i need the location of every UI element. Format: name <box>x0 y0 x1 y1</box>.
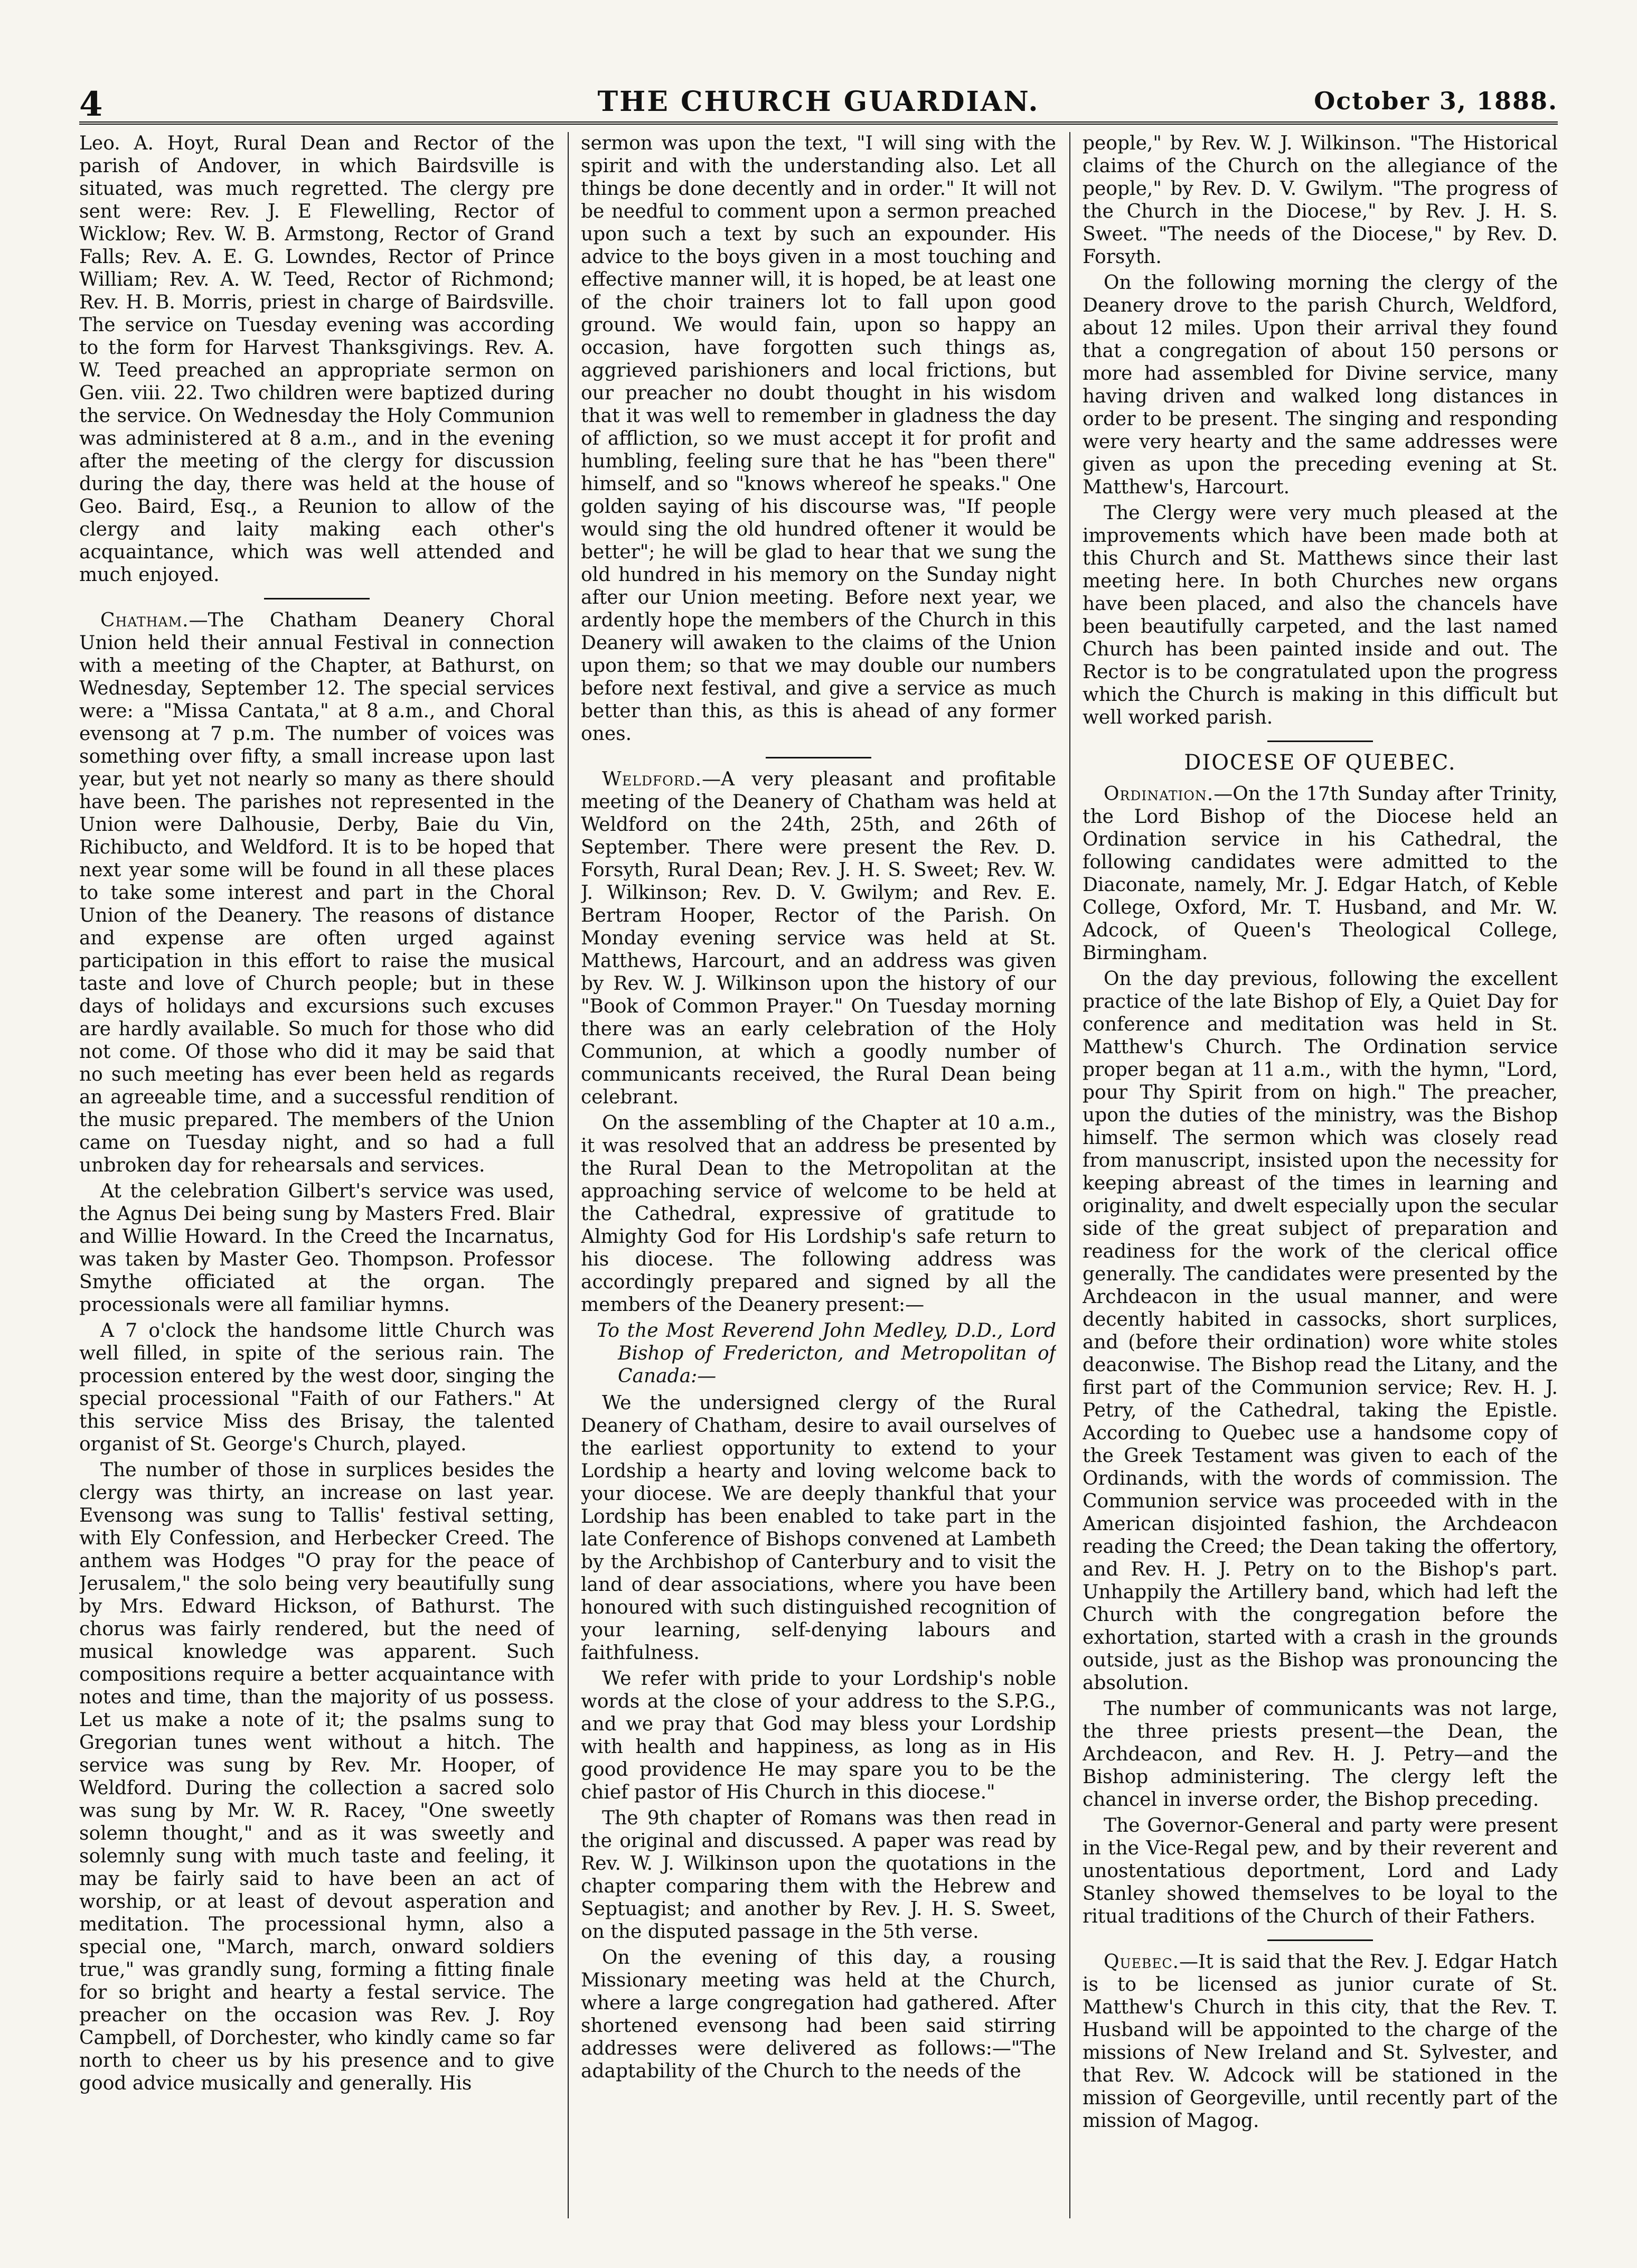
weldford-paragraph <box>581 768 1056 1109</box>
issue-date: October 3, 1888. <box>1314 87 1558 115</box>
addresses-continued: people," by Rev. W. J. Wilkinson. "The Historical claims of the Church on the allegiance of the people," by Rev. D. V. Gwilym. "The progress of the Church in the Diocese," by Rev. J. H. S. Sweet. "The needs of the Diocese," by Rev. D. Forsyth. <box>1083 133 1558 268</box>
celebration-paragraph: At the celebration Gilbert's service was used, the Agnus Dei being sung by Masters Fred. Blair and Willie Howard. In the Creed the Incarnatus, was taken by Master Geo. Thompson. Professor Smythe officiated at the organ. The processionals were all familiar hymns. <box>79 1180 554 1316</box>
address-salutation: To the Most Reverend John Medley, D.D., Lord Bishop of Fredericton, and Metropolitan of Canada:— <box>597 1320 1056 1387</box>
address-body-1: We the undersigned clergy of the Rural Deanery of Chatham, desire to avail ourselves of the earliest opportunity to extend to your Lordship a hearty and loving welcome back to your diocese. We are deeply thankful that your Lordship has been enabled to take part in the late Conference of Bishops convened at Lambeth by the Archbishop of Canterbury and to visit the land of dear associations, where you have been honoured with such distinguished recognition of your learning, self-denying labours and faithfulness. <box>581 1392 1056 1664</box>
chatham-heading: Chatham. <box>100 610 189 631</box>
masthead-title: THE CHURCH GUARDIAN. <box>597 86 1040 118</box>
romans-paragraph: The 9th chapter of Romans was then read in the original and discussed. A paper was read by Rev. W. J. Wilkinson upon the quotations in the chapter comparing them with the Hebrew and Septuagist; and another by Rev. J. H. S. Sweet, on the disputed passage in the 5th verse. <box>581 1807 1056 1943</box>
quebec-heading: Quebec. <box>1104 1951 1180 1973</box>
address-body-2: We refer with pride to your Lordship's noble words at the close of your address to the S.P.G., and we pray that God may bless your Lordship with health and happiness, as long as in His good providence He may spare you to be the chief pastor of His Church in this diocese." <box>581 1668 1056 1803</box>
improvements-paragraph: The Clergy were very much pleased at the improvements which have been made both at this Church and St. Matthews since their last meeting here. In both Churches new organs have been placed, and also the chancels have been beautifully carpeted, and the last named Church has been painted inside and out. The Rector is to be congratulated upon the progress which the Church is making in this difficult but well worked parish. <box>1083 502 1558 728</box>
ordination-heading: Ordination. <box>1104 783 1214 805</box>
article-separator <box>766 757 871 758</box>
governor-general-paragraph: The Governor-General and party were present in the Vice-Regal pew, and by their reverent and unostentatious deportment, Lord and Lady Stanley showed themselves to be loyal to the ritual traditions of the Church of their Fathers. <box>1083 1815 1558 1927</box>
weldford-heading: Weldford. <box>602 769 702 790</box>
article-separator <box>264 598 370 599</box>
diocese-heading: DIOCESE OF QUEBEC. <box>1184 751 1456 775</box>
quebec-paragraph <box>1083 1951 1558 2132</box>
evening-service-paragraph: A 7 o'clock the handsome little Church was well filled, in spite of the serious rain. The procession entered by the west door, singing the special processional "Faith of our Fathers." At this service Miss des Brisay, the talented organist of St. George's Church, played. <box>79 1320 554 1455</box>
page-number: 4 <box>79 85 103 124</box>
chatham-text: —The Chatham Deanery Choral Union held their annual Festival in connection with a meeting of the Chapter, at Bathurst, on Wednesday, September 12. The special services were: a "Missa Cantata," at 8 a.m., and Choral evensong at 7 p.m. The number of voices was something over fifty, a small increase upon last year, but yet not nearly so many as there should have been. The parishes not represented in the Union were Dalhousie, Derby, Baie du Vin, Richibucto, and Weldford. It is to be hoped that next year some will be found in all these places to take some interest and part in the Choral Union of the Deanery. The reasons of distance and expense are often urged against participation in this effort to raise the musical taste and love of Church people; but in these days of holidays and excursions such excuses are hardly available. So much for those who did not come. Of those who did it may be said that no such meeting has ever been held as regards an agreeable time, and a successful rendition of the music prepared. The members of the Union came on Tuesday night, and so had a full unbroken day for rehearsals and services. <box>79 610 554 1176</box>
bairdsville-continued: Leo. A. Hoyt, Rural Dean and Rector of the parish of Andover, in which Bairdsville is situated, was much regretted. The clergy pre sent were: Rev. J. E Flewelling, Rector of Wicklow; Rev. W. B. Armstong, Rector of Grand Falls; Rev. A. E. G. Lowndes, Rector of Prince William; Rev. A. W. Teed, Rector of Richmond; Rev. H. B. Morris, priest in charge of Bairdsville. The service on Tuesday evening was according to the form for Harvest Thanksgivings. Rev. A. W. Teed preached an appropriate sermon on Gen. viii. 22. Two children were baptized during the service. On Wednesday the Holy Communion was administered at 8 a.m., and in the evening after the meeting of the clergy for discussion during the day, there was held at the house of Geo. Baird, Esq., a Reunion to allow of the clergy and laity making each other's acquaintance, which was well attended and much enjoyed. <box>79 133 554 586</box>
ordination-text: —On the 17th Sunday after Trinity, the Lord Bishop of the Diocese held an Ordination service in his Cathedral, the following candidates were admitted to the Diaconate, namely, Mr. J. Edgar Hatch, of Keble College, Oxford, Mr. T. Husband, and Mr. W. Adcock, of Queen's Theological College, Birmingham. <box>1083 783 1558 964</box>
article-separator <box>1267 741 1373 742</box>
ordination-paragraph <box>1083 783 1558 964</box>
weldford-church-paragraph: On the following morning the clergy of the Deanery drove to the parish Church, Weldford, about 12 miles. Upon their arrival they found that a congregation of about 150 persons or more had assembled for Divine service, many having driven and walked long distances in order to be present. The singing and responding were very hearty and the same addresses were given as upon the preceding evening at St. Matthew's, Harcourt. <box>1083 272 1558 498</box>
weldford-text: —A very pleasant and profitable meeting of the Deanery of Chatham was held at Weldford on the 24th, 25th, and 26th of September. There were present the Rev. D. Forsyth, Rural Dean; Rev. J. H. S. Sweet; Rev. W. J. Wilkinson; Rev. D. V. Gwilym; and Rev. E. Bertram Hooper, Rector of the Parish. On Monday evening service was held at St. Matthews, Harcourt, and an address was given by Rev. W. J. Wilkinson upon the history of our "Book of Common Prayer." On Tuesday morning there was an early celebration of the Holy Communion, at which a goodly number of communicants received, the Rural Dean being celebrant. <box>581 769 1056 1108</box>
column-2 <box>581 132 1056 2218</box>
quiet-day-paragraph: On the day previous, following the excellent practice of the late Bishop of Ely, a Quiet Day for conference and meditation was held in St. Matthew's Church. The Ordination service proper began at 11 a.m., with the hymn, "Lord, pour Thy Spirit from on high." The preacher, upon the duties of the ministry, was the Bishop himself. The sermon which was closely read from manuscript, insisted upon the necessity for keeping abreast of the times in learning and originality, and dwelt especially upon the secular side of the great subject of preparation and readiness for the work of the clerical office generally. The candidates were presented by the Archdeacon in the usual manner, and were decently habited in cassocks, short surplices, and (before their ordination) wore white stoles deaconwise. The Bishop read the Litany, and the first part of the Communion service; Rev. H. J. Petry, of the Cathedral, taking the Epistle. According to Quebec use a handsome copy of the Greek Testament was given to each of the Ordinands, with the words of commission. The Communion service was proceeded with in the American disjointed fashion, the Archdeacon reading the Creed; the Dean taking the offertory, and Rev. H. J. Petry on to the Bishop's part. Unhappily the Artillery band, which had left the Church with the congregation before the exhortation, started with a crash in the grounds outside, just as the Bishop was pronouncing the absolution. <box>1083 968 1558 1694</box>
column-rule-1 <box>568 132 569 2218</box>
communicants-paragraph: The number of communicants was not large, the three priests present—the Dean, the Archdeacon, and Rev. H. J. Petry—and the Bishop administering. The clergy left the chancel in inverse order, the Bishop preceding. <box>1083 1698 1558 1811</box>
column-rule-2 <box>1069 132 1070 2218</box>
chatham-paragraph <box>79 609 554 1177</box>
page-header <box>79 79 1558 125</box>
sermon-continued: sermon was upon the text, "I will sing with the spirit and with the understanding also. Let all things be done decently and in order." It will not be needful to comment upon a sermon preached upon such a text by such an expounder. His advice to the boys given in a most touching and effective manner will, it is hoped, be at least one of the choir trainers lot to fall upon good ground. We would fain, upon so happy an occasion, have forgotten such things as, aggrieved parishioners and local frictions, but our preacher no doubt thought in his wisdom that it was well to remember in gladness the day of affliction, so we must accept it for profit and humbling, feeling sure that he has "been there" himself, and so "knows whereof he speaks." One golden saying of his discourse was, "If people would sing the old hundred oftener it would be better"; he will be glad to hear that we sung the old hundred in his memory on the Sunday night after our Union meeting. Before next year, we ardently hope the members of the Church in this Deanery will awaken to the claims of the Union upon them; so that we may double our numbers before next festival, and give a service as much better than this, as this is ahead of any former ones. <box>581 133 1056 745</box>
column-1 <box>79 132 554 2218</box>
missionary-meeting-paragraph: On the evening of this day, a rousing Missionary meeting was held at the Church, where a large congregation had gathered. After shortened evensong had been said stirring addresses were delivered as follows:—"The adaptability of the Church to the needs of the <box>581 1947 1056 2082</box>
quebec-text: —It is said that the Rev. J. Edgar Hatch is to be licensed as junior curate of St. Matthew's Church in this city, that the Rev. T. Husband will be appointed to the charge of the missions of New Ireland and St. Sylvester, and that Rev. W. Adcock will be stationed in the mission of Georgeville, until recently part of the mission of Magog. <box>1083 1951 1558 2132</box>
surplices-paragraph: The number of those in surplices besides the clergy was thirty, an increase on last year. Evensong was sung to Tallis' festival setting, with Ely Confession, and Herbecker Creed. The anthem was Hodges "O pray for the peace of Jerusalem," the solo being very beautifully sung by Mrs. Edward Hickson, of Bathurst. The chorus was fairly rendered, but the need of musical knowledge was apparent. Such compositions require a better acquaintance with notes and time, than the majority of us possess. Let us make a note of it; the psalms sung to Gregorian tunes went without a hitch. The service was sung by Rev. Mr. Hooper, of Weldford. During the collection a sacred solo was sung by Mr. W. R. Racey, "One sweetly solemn thought," and as it was sweetly and solemnly sung with much taste and feeling, it may be fairly said to have been an act of worship, or at least of devout asperation and meditation. The processional hymn, also a special one, "March, march, onward soldiers true," was grandly sung, forming a fitting finale for so bright and hearty a festal service. The preacher on the occasion was Rev. J. Roy Campbell, of Dorchester, who kindly came so far north to cheer us by his presence and to give good advice musically and generally. His <box>79 1459 554 2094</box>
article-separator <box>1267 1939 1373 1941</box>
chapter-paragraph: On the assembling of the Chapter at 10 a.m., it was resolved that an address be presented by the Rural Dean to the Metropolitan at the approaching service of welcome to be held at the Cathedral, expressive of gratitude to Almighty God for His Lordship's safe return to his diocese. The following address was accordingly prepared and signed by all the members of the Deanery present:— <box>581 1112 1056 1316</box>
column-3 <box>1083 132 1558 2218</box>
